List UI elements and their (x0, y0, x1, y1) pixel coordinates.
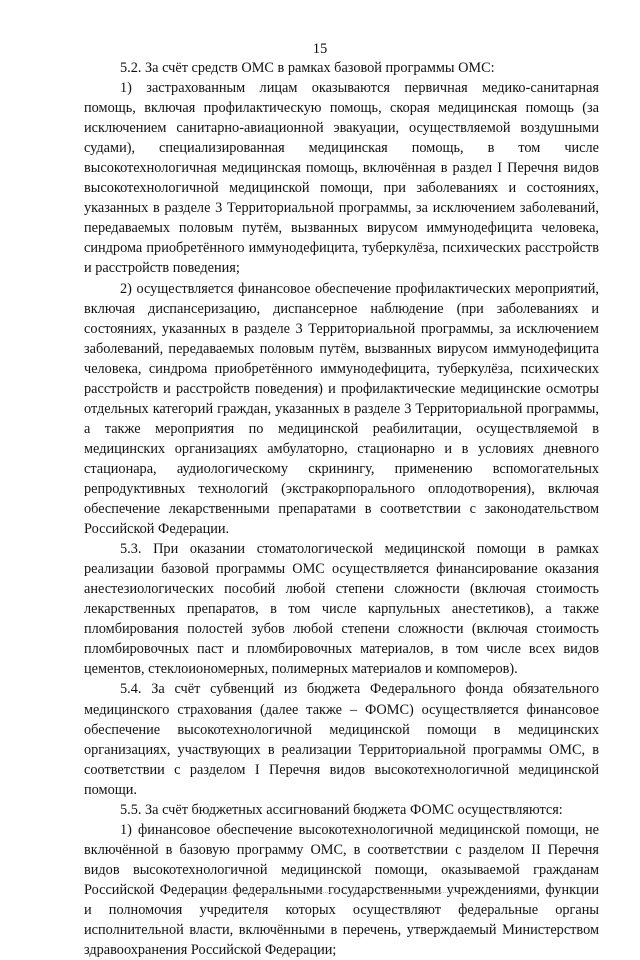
paragraph-5-2-heading: 5.2. За счёт средств ОМС в рамках базовой программы ОМС: (120, 60, 495, 76)
paragraph-5-4: 5.4. За счёт субвенций из бюджета Федерального фонда обязательного медицинского страхования (далее также – ФОМС) осуществляется финансовое обеспечение высокотехнологичной медицинской помощи в медицинских организациях, участвующих в реализации Территориальной программы ОМС, в соответствии с разделом I Перечня видов высокотехнологичной медицинской помощи. (84, 681, 599, 798)
paragraph-5-2-item-2: 2) осуществляется финансовое обеспечение профилактических мероприятий, включая диспансеризацию, диспансерное наблюдение (при заболеваниях и состояниях, указанных в разделе 3 Территориальной программы, за исключением заболеваний, передаваемых половым путём, вызванных вирусом иммунодефицита человека, синдрома приобретённого иммунодефицита, туберкулёза, психических расстройств и расстройств поведения) и профилактические медицинские осмотры отдельных категорий граждан, указанных в разделе 3 Территориальной программы, а также мероприятия по медицинской реабилитации, осуществляемой в медицинских организациях амбулаторно, стационарно и в условиях дневного стационара, аудиологическому скринингу, применению вспомогательных репродуктивных технологий (экстракорпорального оплодотворения), включая обеспечение лекарственными препаратами в соответствии с законодательством Российской Федерации. (84, 280, 599, 538)
page-number: 15 (312, 41, 328, 57)
paragraph-5-3: 5.3. При оказании стоматологической медицинской помощи в рамках реализации базовой программы ОМС осуществляется финансирование оказания анестезиологических пособий любой степени сложности (включая стоимость лекарственных препаратов, в том числе карпульных анестетиков), а также пломбирования полостей зубов любой степени сложности (включая стоимость пломбировочных паст и пломбировочных материалов, в том числе всех видов цементов, стеклоиономерных, полимерных материалов и компомеров). (84, 541, 599, 678)
paragraph-5-5-item-1: 1) финансовое обеспечение высокотехнологичной медицинской помощи, не включённой в базовую программу ОМС, в соответствии с разделом II Перечня видов высокотехнологичной медицинской помощи, оказываемой гражданам Российской Федерации федеральными государственными учреждениями, функции и полномочия учредителя которых осуществляют федеральные органы исполнительной власти, включёнными в перечень, утверждаемый Министерством здравоохранения Российской Федерации; (84, 821, 599, 959)
paragraph-5-2-item-1: 1) застрахованным лицам оказываются первичная медико-санитарная помощь, включая профилактическую помощь, скорая медицинская помощь (за исключением санитарно-авиационной эвакуации, осуществляемой воздушными судами), специализированная медицинская помощь, в том числе высокотехнологичная медицинская помощь, включённая в раздел I Перечня видов высокотехнологичной медицинской помощи, при заболеваниях и состояниях, указанных в разделе 3 Территориальной программы, за исключением заболеваний, передаваемых половым путём, вызванных вирусом иммунодефицита человека, синдрома приобретённого иммунодефицита, туберкулёза, психических расстройств и расстройств поведения; (84, 80, 599, 277)
paragraph-5-5-heading: 5.5. За счёт бюджетных ассигнований бюджета ФОМС осуществляются: (120, 801, 563, 818)
scan-artifact-divider (200, 892, 460, 897)
body-text (84, 58, 599, 960)
